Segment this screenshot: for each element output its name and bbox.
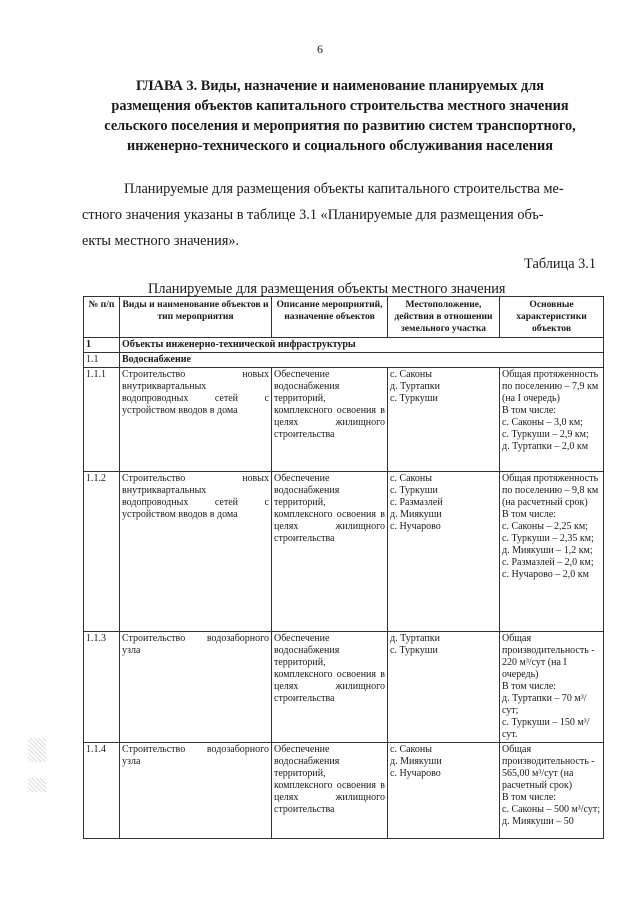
- row-description: Обеспечение водоснабжения территорий, комплексного освоения в целях жилищного строительства: [272, 743, 388, 839]
- characteristic-item: с. Туркуши – 2,35 км;: [502, 533, 594, 544]
- row-name: Строительство новых внутриквартальных водопроводных сетей с устройством вводов в дома: [120, 368, 272, 472]
- characteristic-item: с. Саконы – 2,25 км;: [502, 521, 588, 532]
- chapter-heading-line: сельского поселения и мероприятия по развитию систем транспортного,: [104, 118, 576, 134]
- characteristic-item: Общая производительность - 565,00 м³/сут (на расчетный срок): [502, 744, 595, 791]
- row-characteristics: [500, 632, 604, 743]
- row-description: Обеспечение водоснабжения территорий, комплексного освоения в целях жилищного строительства: [272, 632, 388, 743]
- location-item: с. Саконы: [390, 473, 432, 484]
- chapter-heading-line: размещения объектов капитального строительства местного значения: [111, 98, 569, 114]
- row-number: 1.1.2: [84, 472, 120, 632]
- section-number: 1: [84, 338, 120, 353]
- row-description: Обеспечение водоснабжения территорий, комплексного освоения в целях жилищного строительства: [272, 368, 388, 472]
- intro-line: стного значения указаны в таблице 3.1 «Планируемые для размещения объ-: [82, 207, 544, 223]
- location-item: с. Нучарово: [390, 768, 441, 779]
- table-caption: Планируемые для размещения объекты местного значения: [148, 281, 506, 297]
- row-characteristics: [500, 472, 604, 632]
- row-location: [388, 632, 500, 743]
- row-characteristics: [500, 743, 604, 839]
- scan-artifact: [28, 778, 46, 792]
- header-name: Виды и наименование объектов и тип мероприятия: [120, 297, 272, 338]
- table-label: Таблица 3.1: [524, 256, 596, 272]
- location-item: с. Туркуши: [390, 393, 438, 404]
- characteristic-item: с. Туркуши – 150 м³/сут.: [502, 717, 590, 740]
- location-item: д. Туртапки: [390, 381, 440, 392]
- location-item: д. Туртапки: [390, 633, 440, 644]
- location-item: с. Нучарово: [390, 521, 441, 532]
- row-location: [388, 472, 500, 632]
- chapter-heading-line: ГЛАВА 3. Виды, назначение и наименование планируемых для: [136, 78, 544, 94]
- characteristic-item: с. Саконы – 500 м³/сут;: [502, 804, 601, 815]
- header-characteristics: Основные характеристики объектов: [500, 297, 604, 338]
- characteristic-item: д. Миякуши – 50: [502, 816, 574, 827]
- characteristic-item: Общая протяженность по поселению – 7,9 км (на I очередь): [502, 369, 599, 404]
- header-description: Описание мероприятий, назначение объектов: [272, 297, 388, 338]
- header-number: № п/п: [84, 297, 120, 338]
- row-characteristics: [500, 368, 604, 472]
- header-location: Местоположение, действия в отношении земельного участка: [388, 297, 500, 338]
- characteristic-item: с. Саконы – 3,0 км;: [502, 417, 583, 428]
- location-item: д. Миякуши: [390, 756, 442, 767]
- page-number: 6: [317, 42, 323, 56]
- row-number: 1.1.1: [84, 368, 120, 472]
- section-title: Объекты инженерно-технической инфраструктуры: [120, 338, 604, 353]
- characteristic-item: с. Размазлей – 2,0 км;: [502, 557, 594, 568]
- chapter-heading-line: инженерно-технического и социального обслуживания населения: [127, 138, 553, 154]
- table-row: [84, 472, 604, 632]
- scan-artifact: [28, 738, 46, 762]
- location-item: с. Саконы: [390, 744, 432, 755]
- location-item: с. Туркуши: [390, 485, 438, 496]
- row-name: Строительство новых внутриквартальных водопроводных сетей с устройством вводов в дома: [120, 472, 272, 632]
- objects-table: [83, 296, 604, 839]
- row-number: 1.1.4: [84, 743, 120, 839]
- location-item: с. Туркуши: [390, 645, 438, 656]
- chapter-heading: [90, 76, 590, 156]
- intro-line: Планируемые для размещения объекты капитального строительства ме-: [124, 181, 564, 197]
- subsection-number: 1.1: [84, 353, 120, 368]
- subsection-title: Водоснабжение: [120, 353, 604, 368]
- intro-paragraph: [82, 176, 597, 254]
- table-row: [84, 632, 604, 743]
- intro-line: екты местного значения».: [82, 233, 240, 249]
- table-header-row: [84, 297, 604, 338]
- characteristic-item: Общая протяженность по поселению – 9,8 км (на расчетный срок): [502, 473, 599, 508]
- row-location: [388, 368, 500, 472]
- location-item: д. Миякуши: [390, 509, 442, 520]
- subsection-row: [84, 353, 604, 368]
- table-row: [84, 368, 604, 472]
- row-name: Строительство водозаборного узла: [120, 743, 272, 839]
- row-number: 1.1.3: [84, 632, 120, 743]
- characteristic-item: с. Туркуши – 2,9 км;: [502, 429, 589, 440]
- row-location: [388, 743, 500, 839]
- location-item: с. Размазлей: [390, 497, 443, 508]
- characteristic-item: д. Туртапки – 70 м³/сут;: [502, 693, 587, 716]
- row-description: Обеспечение водоснабжения территорий, комплексного освоения в целях жилищного строительства: [272, 472, 388, 632]
- characteristic-item: Общая производительность - 220 м³/сут (на I очередь): [502, 633, 595, 680]
- row-name: Строительство водозаборного узла: [120, 632, 272, 743]
- characteristic-item: д. Миякуши – 1,2 км;: [502, 545, 593, 556]
- section-row: [84, 338, 604, 353]
- location-item: с. Саконы: [390, 369, 432, 380]
- characteristic-item: д. Туртапки – 2,0 км: [502, 441, 589, 452]
- characteristic-item: В том числе:: [502, 509, 557, 520]
- characteristic-item: В том числе:: [502, 681, 557, 692]
- characteristic-item: В том числе:: [502, 792, 557, 803]
- characteristic-item: с. Нучарово – 2,0 км: [502, 569, 589, 580]
- characteristic-item: В том числе:: [502, 405, 557, 416]
- table-row: [84, 743, 604, 839]
